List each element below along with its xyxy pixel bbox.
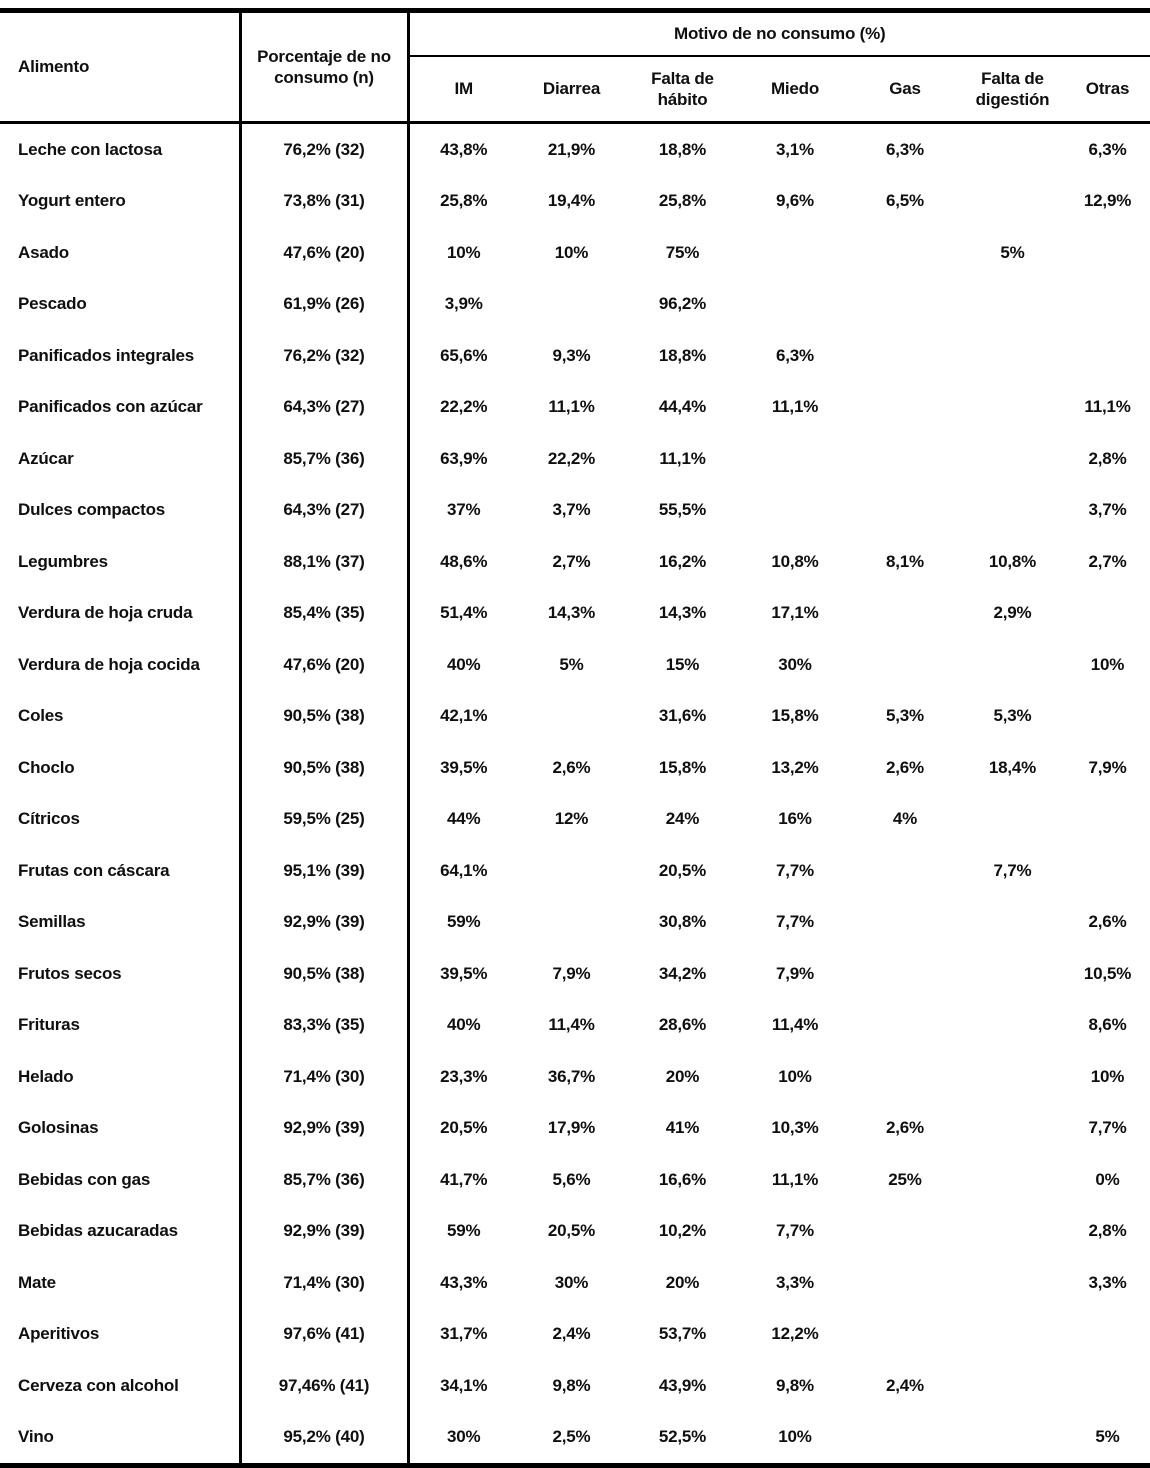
header-falta-digestion: Falta de digestión bbox=[960, 56, 1065, 123]
table-row bbox=[0, 485, 1150, 537]
cell-motivo-7: 10% bbox=[1090, 654, 1125, 674]
cell-motivo-1: 23,3% bbox=[408, 1051, 518, 1103]
cell-motivo-6 bbox=[960, 330, 1065, 382]
cell-motivo-6 bbox=[960, 1103, 1065, 1155]
cell-porcentaje: 47,6% (20) bbox=[240, 639, 408, 691]
cell-motivo-3: 53,7% bbox=[658, 1324, 707, 1344]
cell-motivo-3: 96,2% bbox=[658, 294, 707, 314]
cell-motivo-6: 18,4% bbox=[988, 757, 1037, 777]
cell-motivo-3: 55,5% bbox=[658, 500, 707, 520]
cell-motivo-4: 7,7% bbox=[776, 912, 814, 932]
cell-motivo-7: 2,8% bbox=[1088, 1221, 1127, 1241]
cell-motivo-1: 3,9% bbox=[408, 279, 518, 331]
cell-alimento: Frituras bbox=[18, 1015, 80, 1035]
cell-porcentaje: 97,6% (41) bbox=[240, 1309, 408, 1361]
cell-motivo-5: 4% bbox=[892, 809, 918, 829]
cell-motivo-4: 16% bbox=[778, 809, 812, 829]
cell-porcentaje: 47,6% (20) bbox=[240, 227, 408, 279]
cell-motivo-1: 25,8% bbox=[408, 176, 518, 228]
cell-porcentaje: 85,7% (36) bbox=[240, 433, 408, 485]
table-row bbox=[0, 1103, 1150, 1155]
cell-motivo-2: 20,5% bbox=[547, 1221, 596, 1241]
cell-alimento: Azúcar bbox=[18, 448, 74, 468]
cell-porcentaje: 90,5% (38) bbox=[240, 742, 408, 794]
header-porcentaje: Porcentaje de no consumo (n) bbox=[240, 11, 408, 123]
cell-alimento: Frutos secos bbox=[18, 963, 122, 983]
cell-motivo-2: 9,3% bbox=[552, 345, 591, 365]
cell-motivo-3: 15,8% bbox=[658, 757, 707, 777]
cell-alimento: Bebidas con gas bbox=[18, 1169, 151, 1189]
cell-motivo-1: 42,1% bbox=[408, 691, 518, 743]
cell-motivo-4: 7,9% bbox=[776, 963, 814, 983]
table-row bbox=[0, 330, 1150, 382]
cell-motivo-3: 28,6% bbox=[658, 1015, 707, 1035]
table-row bbox=[0, 1206, 1150, 1258]
cell-motivo-5 bbox=[850, 1309, 960, 1361]
cell-motivo-3: 30,8% bbox=[658, 912, 707, 932]
cell-motivo-5: 2,6% bbox=[886, 757, 924, 777]
cell-alimento: Choclo bbox=[18, 757, 75, 777]
cell-motivo-5 bbox=[850, 433, 960, 485]
table-row bbox=[0, 227, 1150, 279]
cell-motivo-4: 6,3% bbox=[776, 345, 814, 365]
cell-motivo-5 bbox=[850, 382, 960, 434]
cell-alimento: Vino bbox=[18, 1427, 54, 1447]
cell-motivo-4: 10,3% bbox=[771, 1118, 819, 1138]
table-row bbox=[0, 1154, 1150, 1206]
cell-motivo-7: 5% bbox=[1095, 1427, 1120, 1447]
cell-motivo-5 bbox=[850, 1051, 960, 1103]
cell-alimento: Mate bbox=[18, 1272, 56, 1292]
cell-motivo-2: 2,7% bbox=[552, 551, 591, 571]
cell-motivo-2 bbox=[518, 691, 625, 743]
cell-motivo-5 bbox=[850, 897, 960, 949]
cell-alimento: Legumbres bbox=[18, 551, 108, 571]
cell-motivo-5 bbox=[850, 1412, 960, 1466]
cell-motivo-6 bbox=[960, 123, 1065, 176]
cell-motivo-2: 11,4% bbox=[548, 1015, 595, 1035]
cell-motivo-2 bbox=[518, 897, 625, 949]
cell-motivo-1: 51,4% bbox=[408, 588, 518, 640]
cell-motivo-1: 39,5% bbox=[408, 948, 518, 1000]
cell-motivo-1: 64,1% bbox=[408, 845, 518, 897]
table-row bbox=[0, 588, 1150, 640]
table-row bbox=[0, 176, 1150, 228]
cell-motivo-4: 13,2% bbox=[771, 757, 819, 777]
cell-motivo-7: 10% bbox=[1090, 1066, 1125, 1086]
cell-motivo-5 bbox=[850, 485, 960, 537]
cell-motivo-1: 63,9% bbox=[408, 433, 518, 485]
cell-porcentaje: 88,1% (37) bbox=[240, 536, 408, 588]
cell-motivo-5: 6,5% bbox=[886, 191, 924, 211]
cell-motivo-2: 2,4% bbox=[552, 1324, 591, 1344]
cell-motivo-4: 7,7% bbox=[776, 860, 814, 880]
cell-motivo-5 bbox=[850, 1000, 960, 1052]
cell-motivo-7: 12,9% bbox=[1083, 191, 1132, 211]
cell-motivo-3: 34,2% bbox=[658, 963, 707, 983]
cell-motivo-4 bbox=[740, 279, 850, 331]
cell-porcentaje: 83,3% (35) bbox=[240, 1000, 408, 1052]
cell-motivo-2: 2,5% bbox=[552, 1427, 591, 1447]
cell-motivo-1: 48,6% bbox=[408, 536, 518, 588]
cell-motivo-7: 2,6% bbox=[1088, 912, 1127, 932]
table-header bbox=[0, 11, 1150, 123]
cell-motivo-2: 5,6% bbox=[552, 1169, 591, 1189]
cell-motivo-6 bbox=[960, 382, 1065, 434]
cell-motivo-1: 20,5% bbox=[408, 1103, 518, 1155]
table-row bbox=[0, 639, 1150, 691]
cell-alimento: Cerveza con alcohol bbox=[18, 1375, 179, 1395]
table-row bbox=[0, 382, 1150, 434]
cell-motivo-5: 25% bbox=[888, 1169, 922, 1189]
table-row bbox=[0, 742, 1150, 794]
cell-motivo-1: 31,7% bbox=[408, 1309, 518, 1361]
cell-motivo-3: 52,5% bbox=[658, 1427, 707, 1447]
cell-motivo-5 bbox=[850, 1257, 960, 1309]
header-otras: Otras bbox=[1065, 56, 1150, 123]
cell-porcentaje: 85,4% (35) bbox=[240, 588, 408, 640]
cell-alimento: Panificados integrales bbox=[18, 345, 195, 365]
cell-motivo-7: 10,5% bbox=[1083, 963, 1132, 983]
cell-motivo-1: 30% bbox=[408, 1412, 518, 1466]
table-row bbox=[0, 1257, 1150, 1309]
cell-porcentaje: 71,4% (30) bbox=[240, 1257, 408, 1309]
cell-motivo-5: 5,3% bbox=[886, 706, 924, 726]
cell-motivo-3: 10,2% bbox=[658, 1221, 707, 1241]
cell-motivo-7 bbox=[1065, 588, 1150, 640]
cell-motivo-1: 22,2% bbox=[408, 382, 518, 434]
cell-motivo-1: 39,5% bbox=[408, 742, 518, 794]
cell-motivo-3: 20% bbox=[665, 1066, 700, 1086]
cell-porcentaje: 92,9% (39) bbox=[240, 1206, 408, 1258]
cell-motivo-6: 5% bbox=[1000, 242, 1025, 262]
cell-motivo-4 bbox=[740, 433, 850, 485]
header-group-row bbox=[0, 11, 1150, 57]
cell-motivo-7: 0% bbox=[1095, 1169, 1120, 1189]
cell-alimento: Golosinas bbox=[18, 1118, 99, 1138]
cell-motivo-4 bbox=[740, 227, 850, 279]
cell-motivo-1: 37% bbox=[408, 485, 518, 537]
cell-motivo-7: 2,8% bbox=[1088, 448, 1127, 468]
table-row bbox=[0, 433, 1150, 485]
header-falta-habito: Falta de hábito bbox=[625, 56, 740, 123]
table-row bbox=[0, 794, 1150, 846]
cell-motivo-4: 11,4% bbox=[771, 1015, 819, 1035]
cell-motivo-3: 18,8% bbox=[658, 139, 707, 159]
cell-motivo-6 bbox=[960, 1206, 1065, 1258]
cell-motivo-7 bbox=[1065, 330, 1150, 382]
cell-motivo-4: 10,8% bbox=[771, 551, 819, 571]
cell-motivo-3: 24% bbox=[665, 809, 700, 829]
cell-motivo-1: 43,3% bbox=[408, 1257, 518, 1309]
cell-motivo-1: 43,8% bbox=[408, 123, 518, 176]
cell-motivo-2 bbox=[518, 279, 625, 331]
cell-porcentaje: 71,4% (30) bbox=[240, 1051, 408, 1103]
cell-porcentaje: 92,9% (39) bbox=[240, 897, 408, 949]
cell-porcentaje: 90,5% (38) bbox=[240, 691, 408, 743]
cell-porcentaje: 90,5% (38) bbox=[240, 948, 408, 1000]
cell-motivo-2: 9,8% bbox=[552, 1375, 591, 1395]
cell-motivo-7 bbox=[1065, 794, 1150, 846]
cell-motivo-7 bbox=[1065, 1360, 1150, 1412]
cell-motivo-5 bbox=[850, 588, 960, 640]
cell-motivo-2: 5% bbox=[559, 654, 584, 674]
cell-motivo-4: 9,8% bbox=[776, 1375, 814, 1395]
table-row bbox=[0, 1309, 1150, 1361]
cell-motivo-2: 3,7% bbox=[552, 500, 591, 520]
cell-porcentaje: 76,2% (32) bbox=[240, 123, 408, 176]
cell-motivo-5: 2,6% bbox=[886, 1118, 924, 1138]
table-row bbox=[0, 691, 1150, 743]
cell-motivo-2: 17,9% bbox=[547, 1118, 596, 1138]
cell-motivo-7 bbox=[1065, 279, 1150, 331]
cell-motivo-4: 7,7% bbox=[776, 1221, 814, 1241]
cell-motivo-6: 7,7% bbox=[993, 860, 1032, 880]
cell-motivo-3: 16,6% bbox=[658, 1169, 707, 1189]
cell-motivo-6 bbox=[960, 176, 1065, 228]
cell-motivo-3: 18,8% bbox=[658, 345, 707, 365]
table-row bbox=[0, 1000, 1150, 1052]
cell-motivo-5: 6,3% bbox=[886, 139, 924, 159]
cell-motivo-2: 14,3% bbox=[547, 603, 596, 623]
cell-motivo-5: 8,1% bbox=[886, 551, 924, 571]
cell-motivo-7 bbox=[1065, 1309, 1150, 1361]
cell-motivo-6 bbox=[960, 485, 1065, 537]
table-row bbox=[0, 845, 1150, 897]
cell-porcentaje: 97,46% (41) bbox=[240, 1360, 408, 1412]
cell-motivo-7: 7,9% bbox=[1088, 757, 1127, 777]
cell-motivo-6 bbox=[960, 1257, 1065, 1309]
cell-motivo-6 bbox=[960, 1309, 1065, 1361]
cell-alimento: Leche con lactosa bbox=[18, 139, 162, 159]
cell-motivo-6 bbox=[960, 1360, 1065, 1412]
table-row bbox=[0, 948, 1150, 1000]
cell-motivo-5 bbox=[850, 227, 960, 279]
cell-motivo-2: 10% bbox=[554, 242, 589, 262]
cell-motivo-3: 43,9% bbox=[658, 1375, 707, 1395]
cell-motivo-4: 17,1% bbox=[771, 603, 819, 623]
table-row bbox=[0, 1051, 1150, 1103]
table-body bbox=[0, 123, 1150, 1466]
cell-motivo-3: 14,3% bbox=[658, 603, 707, 623]
cell-motivo-6 bbox=[960, 794, 1065, 846]
cell-motivo-4: 10% bbox=[778, 1427, 812, 1447]
cell-motivo-4: 12,2% bbox=[771, 1324, 819, 1344]
cell-motivo-2: 11,1% bbox=[548, 397, 595, 417]
cell-motivo-3: 25,8% bbox=[658, 191, 707, 211]
cell-alimento: Helado bbox=[18, 1066, 74, 1086]
cell-motivo-7: 6,3% bbox=[1088, 139, 1127, 159]
cell-porcentaje: 92,9% (39) bbox=[240, 1103, 408, 1155]
table-row bbox=[0, 123, 1150, 176]
cell-motivo-6: 2,9% bbox=[993, 603, 1032, 623]
cell-motivo-5 bbox=[850, 948, 960, 1000]
cell-motivo-1: 44% bbox=[408, 794, 518, 846]
table-row bbox=[0, 1360, 1150, 1412]
cell-motivo-3: 20,5% bbox=[658, 860, 707, 880]
cell-motivo-7: 11,1% bbox=[1084, 397, 1131, 417]
cell-motivo-2: 2,6% bbox=[552, 757, 591, 777]
cell-motivo-5 bbox=[850, 1206, 960, 1258]
cell-motivo-1: 34,1% bbox=[408, 1360, 518, 1412]
cell-porcentaje: 64,3% (27) bbox=[240, 382, 408, 434]
cell-porcentaje: 59,5% (25) bbox=[240, 794, 408, 846]
food-nonconsumption-table bbox=[0, 8, 1150, 1468]
header-gas: Gas bbox=[850, 56, 960, 123]
cell-motivo-6: 10,8% bbox=[988, 551, 1037, 571]
cell-alimento: Semillas bbox=[18, 912, 86, 932]
cell-motivo-1: 40% bbox=[408, 639, 518, 691]
cell-motivo-3: 16,2% bbox=[658, 551, 707, 571]
cell-motivo-7: 7,7% bbox=[1088, 1118, 1127, 1138]
cell-motivo-3: 11,1% bbox=[659, 448, 706, 468]
cell-motivo-1: 41,7% bbox=[408, 1154, 518, 1206]
cell-motivo-5 bbox=[850, 330, 960, 382]
header-im: IM bbox=[408, 56, 518, 123]
cell-motivo-6: 5,3% bbox=[993, 706, 1032, 726]
header-motivo-group: Motivo de no consumo (%) bbox=[408, 11, 1150, 57]
cell-motivo-6 bbox=[960, 897, 1065, 949]
cell-porcentaje: 61,9% (26) bbox=[240, 279, 408, 331]
cell-motivo-6 bbox=[960, 279, 1065, 331]
header-miedo: Miedo bbox=[740, 56, 850, 123]
cell-motivo-5 bbox=[850, 279, 960, 331]
cell-motivo-2: 7,9% bbox=[552, 963, 591, 983]
cell-alimento: Verdura de hoja cocida bbox=[18, 654, 200, 674]
cell-motivo-3: 31,6% bbox=[658, 706, 707, 726]
cell-motivo-2: 12% bbox=[554, 809, 589, 829]
cell-alimento: Bebidas azucaradas bbox=[18, 1221, 178, 1241]
table-row bbox=[0, 897, 1150, 949]
cell-motivo-7: 8,6% bbox=[1088, 1015, 1127, 1035]
cell-motivo-3: 20% bbox=[665, 1272, 700, 1292]
cell-motivo-4: 10% bbox=[778, 1066, 812, 1086]
cell-motivo-2: 36,7% bbox=[547, 1066, 596, 1086]
cell-alimento: Panificados con azúcar bbox=[18, 397, 203, 417]
cell-motivo-2: 22,2% bbox=[547, 448, 596, 468]
cell-motivo-4: 3,1% bbox=[776, 139, 814, 159]
cell-motivo-4: 3,3% bbox=[776, 1272, 814, 1292]
table-row bbox=[0, 536, 1150, 588]
cell-motivo-4: 9,6% bbox=[776, 191, 814, 211]
cell-alimento: Coles bbox=[18, 706, 64, 726]
cell-motivo-7: 2,7% bbox=[1088, 551, 1127, 571]
cell-motivo-4: 15,8% bbox=[771, 706, 819, 726]
cell-motivo-7 bbox=[1065, 227, 1150, 279]
cell-alimento: Pescado bbox=[18, 294, 87, 314]
cell-motivo-2: 21,9% bbox=[547, 139, 596, 159]
cell-alimento: Frutas con cáscara bbox=[18, 860, 170, 880]
cell-motivo-3: 75% bbox=[665, 242, 700, 262]
table-row bbox=[0, 1412, 1150, 1466]
table-row bbox=[0, 279, 1150, 331]
cell-alimento: Verdura de hoja cruda bbox=[18, 603, 193, 623]
cell-motivo-1: 40% bbox=[408, 1000, 518, 1052]
cell-motivo-6 bbox=[960, 1154, 1065, 1206]
header-alimento: Alimento bbox=[0, 11, 240, 123]
cell-motivo-6 bbox=[960, 433, 1065, 485]
cell-motivo-4: 11,1% bbox=[771, 1169, 819, 1189]
cell-motivo-1: 10% bbox=[408, 227, 518, 279]
cell-motivo-4 bbox=[740, 485, 850, 537]
cell-motivo-6 bbox=[960, 948, 1065, 1000]
header-diarrea: Diarrea bbox=[518, 56, 625, 123]
cell-motivo-6 bbox=[960, 1051, 1065, 1103]
cell-motivo-3: 44,4% bbox=[658, 397, 707, 417]
cell-porcentaje: 95,2% (40) bbox=[240, 1412, 408, 1466]
cell-porcentaje: 76,2% (32) bbox=[240, 330, 408, 382]
cell-motivo-3: 15% bbox=[665, 654, 700, 674]
cell-motivo-7 bbox=[1065, 691, 1150, 743]
cell-motivo-1: 59% bbox=[408, 1206, 518, 1258]
cell-motivo-5: 2,4% bbox=[886, 1375, 924, 1395]
cell-motivo-1: 59% bbox=[408, 897, 518, 949]
cell-alimento: Cítricos bbox=[18, 809, 80, 829]
cell-motivo-2: 19,4% bbox=[547, 191, 596, 211]
cell-motivo-7 bbox=[1065, 845, 1150, 897]
cell-motivo-4: 11,1% bbox=[771, 397, 819, 417]
cell-motivo-7: 3,7% bbox=[1088, 500, 1127, 520]
cell-alimento: Aperitivos bbox=[18, 1324, 100, 1344]
cell-motivo-3: 41% bbox=[665, 1118, 700, 1138]
cell-motivo-6 bbox=[960, 639, 1065, 691]
cell-motivo-5 bbox=[850, 845, 960, 897]
cell-motivo-5 bbox=[850, 639, 960, 691]
cell-motivo-2 bbox=[518, 845, 625, 897]
cell-motivo-6 bbox=[960, 1412, 1065, 1466]
cell-porcentaje: 85,7% (36) bbox=[240, 1154, 408, 1206]
cell-porcentaje: 95,1% (39) bbox=[240, 845, 408, 897]
cell-porcentaje: 73,8% (31) bbox=[240, 176, 408, 228]
cell-motivo-1: 65,6% bbox=[408, 330, 518, 382]
cell-motivo-6 bbox=[960, 1000, 1065, 1052]
cell-porcentaje: 64,3% (27) bbox=[240, 485, 408, 537]
cell-alimento: Dulces compactos bbox=[18, 500, 166, 520]
cell-motivo-7: 3,3% bbox=[1088, 1272, 1127, 1292]
cell-motivo-2: 30% bbox=[554, 1272, 589, 1292]
cell-motivo-4: 30% bbox=[778, 654, 812, 674]
cell-alimento: Yogurt entero bbox=[18, 191, 126, 211]
cell-alimento: Asado bbox=[18, 242, 69, 262]
